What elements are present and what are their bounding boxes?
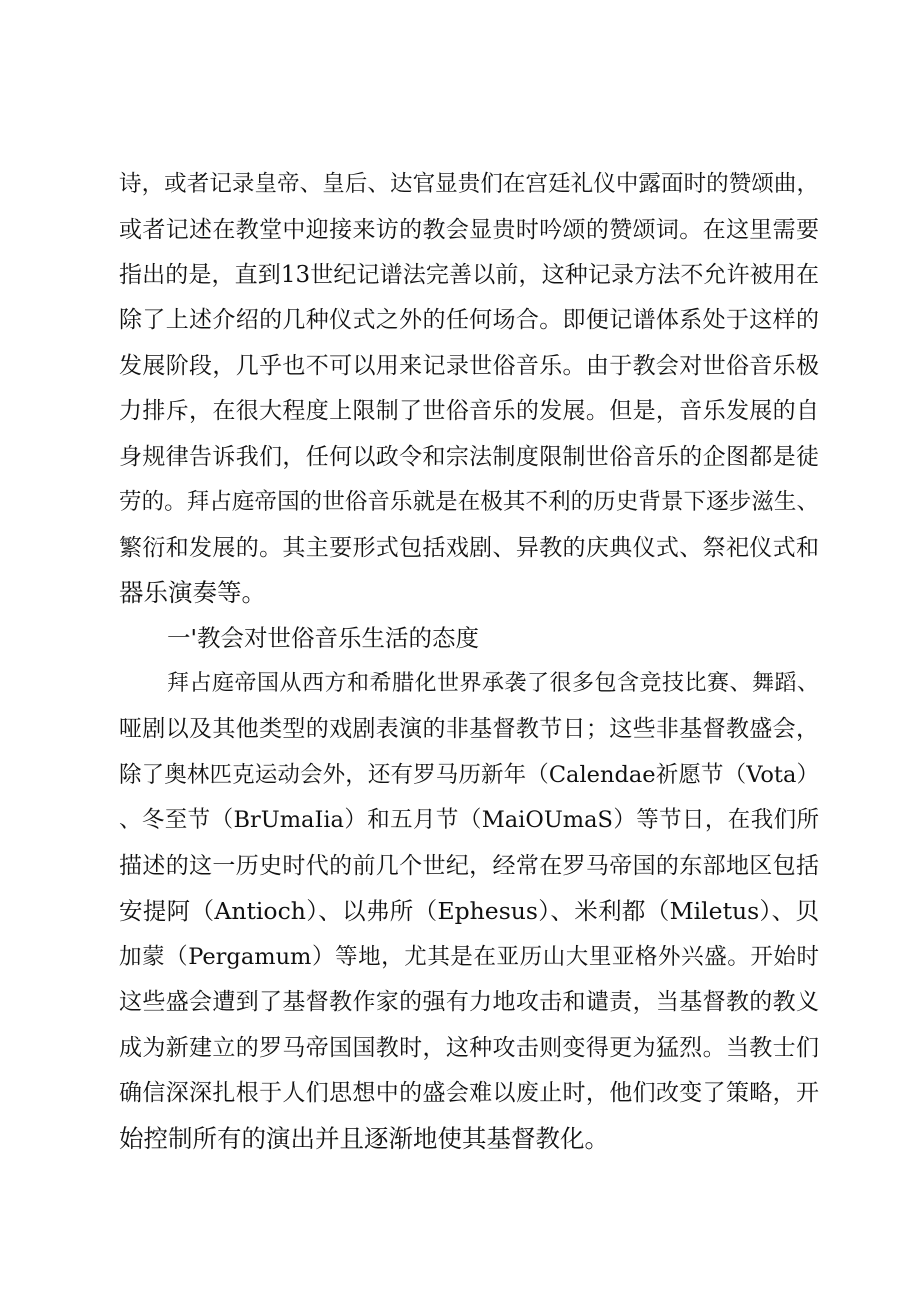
paragraph-2-line-5: 描述的这一历史时代的前几个世纪，经常在罗马帝国的东部地区包括: [119, 853, 819, 879]
paragraph-2-line-4: 、冬至节（BrUmaIia）和五月节（MaiOUmaS）等节日，在我们所: [119, 807, 819, 833]
paragraph-1-line-7: 身规律告诉我们，任何以政令和宗法制度限制世俗音乐的企图都是徒: [119, 444, 819, 470]
section-heading: 一'教会对世俗音乐生活的态度: [167, 624, 479, 652]
paragraph-1-line-4: 除了上述介绍的几种仪式之外的任何场合。即便记谱体系处于这样的: [119, 307, 819, 333]
paragraph-1-line-8: 劳的。拜占庭帝国的世俗音乐就是在极其不利的历史背景下逐步滋生、: [119, 489, 819, 515]
paragraph-1-line-2: 或者记述在教堂中迎接来访的教会显贵时吟颂的赞颂词。在这里需要: [119, 217, 819, 243]
paragraph-2-line-3: 除了奥林匹克运动会外，还有罗马历新年（Calendae祈愿节（Vota）: [119, 762, 819, 788]
paragraph-1-line-10: 器乐演奏等。: [119, 578, 266, 607]
paragraph-2-line-11: 始控制所有的演出并且逐渐地使其基督教化。: [119, 1124, 609, 1153]
paragraph-2-line-7: 加蒙（Pergamum）等地，尤其是在亚历山大里亚格外兴盛。开始时: [119, 944, 819, 970]
paragraph-2-line-8: 这些盛会遭到了基督教作家的强有力地攻击和谴责，当基督教的教义: [119, 989, 819, 1015]
paragraph-2-line-6: 安提阿（Antioch）、以弗所（Ephesus）、米利都（Miletus）、贝: [119, 897, 819, 925]
paragraph-1-line-5: 发展阶段，几乎也不可以用来记录世俗音乐。由于教会对世俗音乐极: [119, 353, 819, 379]
paragraph-1-line-9: 繁衍和发展的。其主要形式包括戏剧、异教的庆典仪式、祭祀仪式和: [119, 535, 819, 561]
paragraph-1-line-3: 指出的是，直到13世纪记谱法完善以前，这种记录方法不允许被用在: [119, 262, 819, 288]
paragraph-2-line-10: 确信深深扎根于人们思想中的盛会难以废止时，他们改变了策略，开: [119, 1080, 819, 1106]
paragraph-2-line-1: 拜占庭帝国从西方和希腊化世界承袭了很多包含竞技比赛、舞蹈、: [167, 671, 819, 696]
paragraph-1-line-1: 诗，或者记录皇帝、皇后、达官显贵们在宫廷礼仪中露面时的赞颂曲，: [119, 171, 819, 197]
paragraph-1-line-6: 力排斥，在很大程度上限制了世俗音乐的发展。但是，音乐发展的自: [119, 398, 819, 424]
paragraph-2-line-2: 哑剧以及其他类型的戏剧表演的非基督教节日；这些非基督教盛会，: [119, 716, 819, 742]
paragraph-2-line-9: 成为新建立的罗马帝国国教时，这种攻击则变得更为猛烈。当教士们: [119, 1035, 819, 1061]
